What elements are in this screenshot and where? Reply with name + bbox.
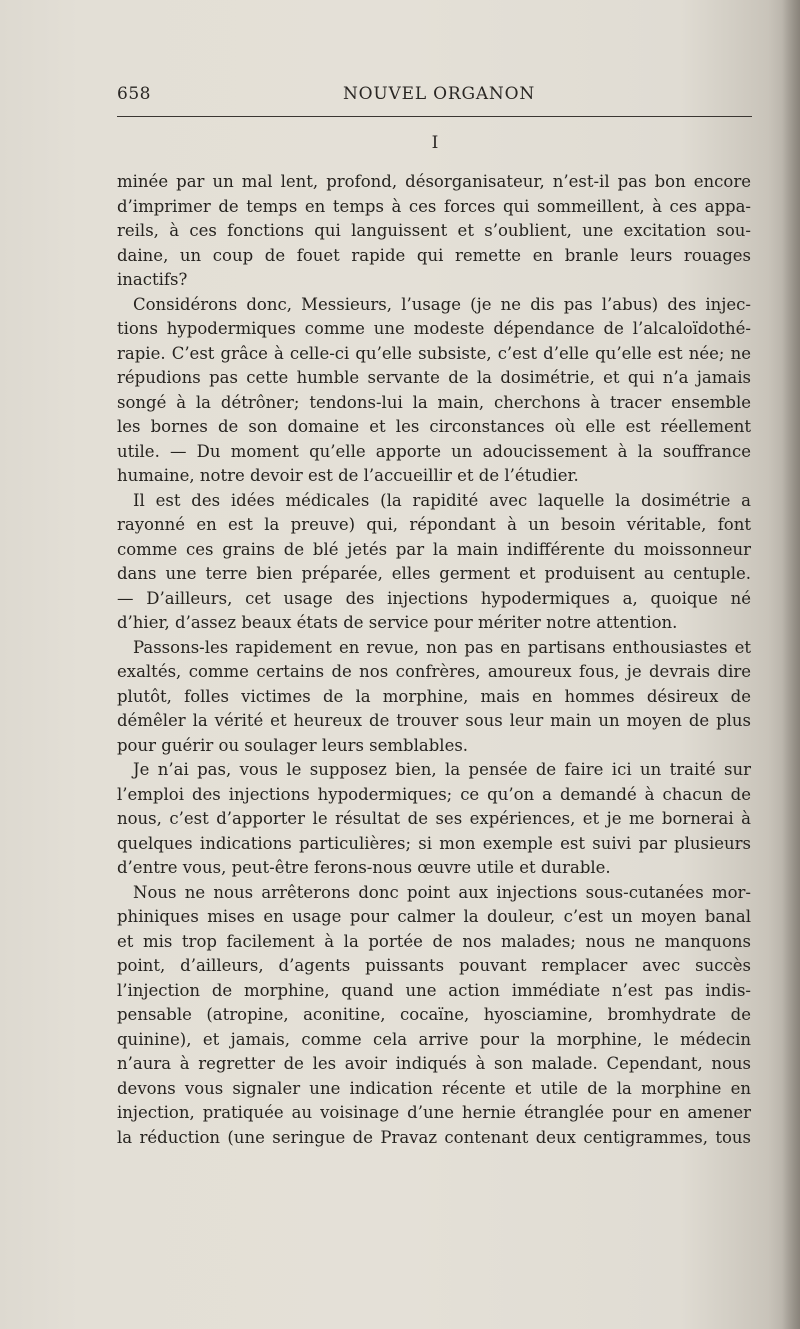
- text-line: plutôt, folles victimes de la morphine, mais en hommes désireux de: [117, 686, 751, 706]
- text-line: inactifs?: [117, 270, 188, 289]
- text-line: Passons-les rapidement en revue, non pas en partisans enthousiastes et: [133, 637, 751, 657]
- running-title: NOUVEL ORGANON: [343, 84, 535, 104]
- text-line: tions hypodermiques comme une modeste dépendance de l’alcaloïdothé-: [117, 319, 751, 338]
- text-line: exaltés, comme certains de nos confrères, amoureux fous, je devrais dire: [117, 662, 751, 681]
- text-line: — D’ailleurs, cet usage des injections hypodermiques a, quoique né: [117, 588, 751, 608]
- header-rule: [117, 116, 752, 117]
- text-line: rapie. C’est grâce à celle-ci qu’elle subsiste, c’est d’elle qu’elle est née; ne: [117, 343, 751, 363]
- text-line: et mis trop facilement à la portée de nos malades; nous ne manquons: [117, 931, 751, 951]
- text-line: n’aura à regretter de les avoir indiqués à son malade. Cependant, nous: [117, 1054, 751, 1073]
- text-line: dans une terre bien préparée, elles germent et produisent au centuple.: [117, 564, 751, 583]
- text-line: répudions pas cette humble servante de la dosimétrie, et qui n’a jamais: [117, 368, 751, 387]
- text-line: nous, c’est d’apporter le résultat de ses expériences, et je me bornerai à: [117, 809, 751, 828]
- text-line: Considérons donc, Messieurs, l’usage (je ne dis pas l’abus) des injec-: [133, 294, 751, 314]
- text-line: devons vous signaler une indication récente et utile de la morphine en: [117, 1078, 751, 1098]
- text-line: humaine, notre devoir est de l’accueillir et de l’étudier.: [117, 466, 579, 485]
- text-line: d’hier, d’assez beaux états de service pour mériter notre attention.: [117, 613, 678, 632]
- text-line: d’imprimer de temps en temps à ces forces qui sommeillent, à ces appa-: [117, 196, 751, 216]
- text-line: comme ces grains de blé jetés par la main indifférente du moissonneur: [117, 539, 751, 559]
- text-line: phiniques mises en usage pour calmer la douleur, c’est un moyen banal: [117, 907, 751, 926]
- text-line: la réduction (une seringue de Pravaz contenant deux centigrammes, tous: [117, 1127, 751, 1147]
- running-header: [117, 84, 752, 114]
- section-mark: I: [431, 133, 439, 153]
- body-text: [117, 170, 751, 1150]
- text-line: daine, un coup de fouet rapide qui remette en branle leurs rouages: [117, 245, 751, 265]
- text-line: minée par un mal lent, profond, désorganisateur, n’est-il pas bon encore: [117, 172, 751, 191]
- text-line: les bornes de son domaine et les circonstances où elle est réellement: [117, 417, 751, 436]
- text-line: d’entre vous, peut-être ferons-nous œuvre utile et durable.: [117, 858, 611, 877]
- text-line: reils, à ces fonctions qui languissent et s’oublient, une excitation sou-: [117, 221, 751, 240]
- text-line: l’emploi des injections hypodermiques; ce qu’on a demandé à chacun de: [117, 784, 751, 804]
- page-number: 658: [117, 84, 151, 104]
- text-line: injection, pratiquée au voisinage d’une hernie étranglée pour en amener: [117, 1103, 751, 1122]
- text-line: utile. — Du moment qu’elle apporte un adoucissement à la souffrance: [117, 441, 751, 461]
- text-line: démêler la vérité et heureux de trouver sous leur main un moyen de plus: [117, 711, 751, 730]
- page-edge-shadow: [782, 0, 800, 1329]
- text-line: rayonné en est la preuve) qui, répondant à un besoin véritable, font: [117, 515, 751, 534]
- text-line: pour guérir ou soulager leurs semblables.: [117, 735, 469, 755]
- text-line: quinine), et jamais, comme cela arrive pour la morphine, le médecin: [117, 1029, 751, 1049]
- text-line: Il est des idées médicales (la rapidité avec laquelle la dosimétrie a: [133, 490, 751, 510]
- text-line: Je n’ai pas, vous le supposez bien, la pensée de faire ici un traité sur: [133, 760, 751, 779]
- text-line: pensable (atropine, aconitine, cocaïne, hyosciamine, bromhydrate de: [117, 1005, 751, 1024]
- text-line: Nous ne nous arrêterons donc point aux injections sous-cutanées mor-: [133, 882, 751, 902]
- text-line: songé à la détrôner; tendons-lui la main, cherchons à tracer ensemble: [117, 392, 751, 412]
- text-line: point, d’ailleurs, d’agents puissants pouvant remplacer avec succès: [117, 956, 751, 975]
- text-line: l’injection de morphine, quand une action immédiate n’est pas indis-: [117, 980, 751, 1000]
- text-line: quelques indications particulières; si mon exemple est suivi par plusieurs: [117, 833, 751, 853]
